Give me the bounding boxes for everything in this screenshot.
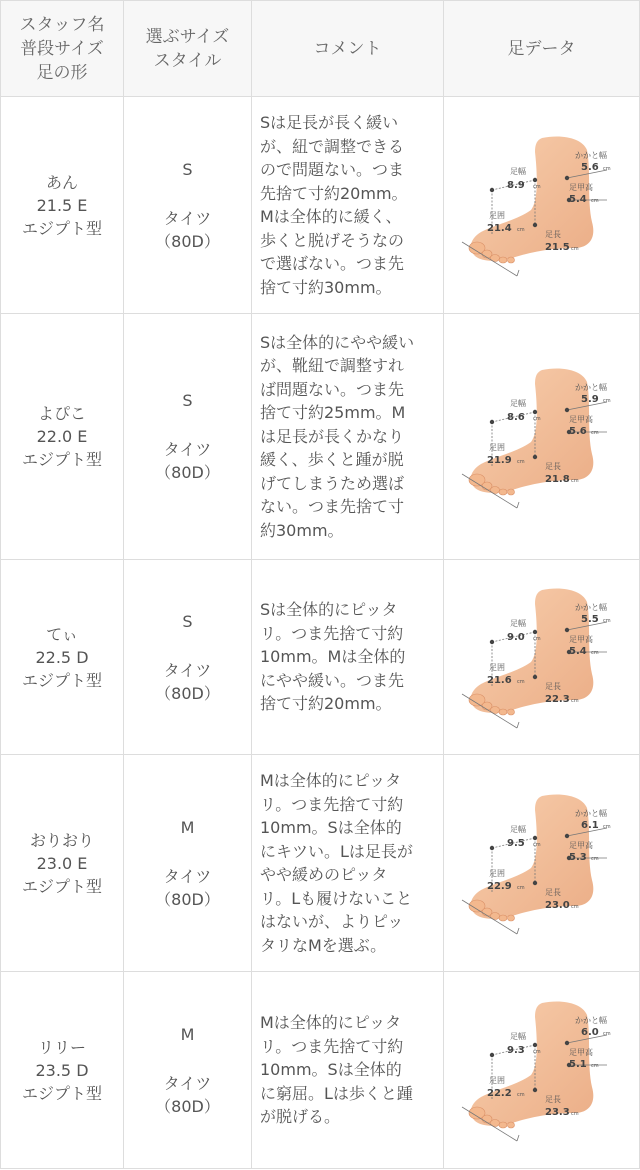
comment-line: リ。つま先捨て寸約 — [260, 623, 404, 643]
comment-line: に窮屈。Lは歩くと踵 — [260, 1083, 413, 1103]
comment-line: リ。つま先捨て寸約 — [260, 794, 404, 814]
svg-text:cm: cm — [570, 904, 579, 910]
foot-girth-value: 21.9 — [486, 454, 512, 466]
comment-line: リ。つま先捨て寸約 — [260, 1036, 404, 1056]
style-name: タイツ — [163, 208, 212, 228]
foot-shape: エジプト型 — [21, 218, 102, 238]
table-row — [1, 97, 640, 314]
comment-cell — [252, 97, 444, 314]
foot-girth-label: 足囲 — [488, 869, 505, 878]
staff-cell — [1, 97, 124, 314]
instep-height-value: 5.6 — [568, 425, 587, 437]
foot-length-value: 21.5 — [544, 242, 570, 253]
staff-name: あん — [45, 172, 78, 192]
svg-text:cm: cm — [590, 429, 599, 436]
foot-data-cell — [444, 755, 640, 972]
denier: （80D） — [155, 889, 220, 909]
table-row — [1, 972, 640, 1169]
style-name: タイツ — [163, 866, 212, 886]
heel-width-label: かかと幅 — [574, 603, 607, 612]
chosen-size: S — [182, 159, 193, 179]
foot-width-label: 足幅 — [509, 825, 526, 834]
foot-width-value: 8.9 — [506, 180, 525, 191]
foot-diagram — [457, 995, 627, 1145]
table-row — [1, 755, 640, 972]
usual-size: 21.5 E — [36, 195, 88, 215]
staff-name: リリー — [37, 1037, 86, 1057]
comment-line: は足長が長くかなり — [260, 426, 405, 446]
comment-line: で選ばない。つま先 — [260, 254, 405, 273]
comment-line: げてしまうため選ば — [260, 473, 405, 493]
heel-width-value: 6.0 — [580, 1027, 599, 1038]
svg-text:cm: cm — [516, 458, 525, 465]
heel-width-label: かかと幅 — [574, 1016, 607, 1025]
heel-width-value: 5.9 — [580, 393, 599, 405]
comment-line: Mは全体的に緩く、 — [260, 207, 402, 226]
comment-line: Sは全体的にピッタ — [260, 600, 398, 620]
size-cell — [124, 755, 252, 972]
foot-girth-label: 足囲 — [488, 663, 505, 672]
svg-text:cm: cm — [570, 477, 579, 484]
style-name: タイツ — [163, 1073, 212, 1093]
foot-length-label: 足長 — [544, 1095, 561, 1104]
header-comment: コメント — [252, 1, 444, 97]
chosen-size: S — [182, 611, 193, 631]
instep-height-label: 足甲高 — [568, 414, 593, 424]
svg-text:cm: cm — [602, 618, 611, 624]
size-cell — [124, 97, 252, 314]
instep-height-label: 足甲高 — [568, 841, 593, 850]
foot-diagram — [457, 362, 627, 512]
comment-cell — [252, 560, 444, 755]
svg-text:cm: cm — [532, 415, 541, 422]
foot-data-cell — [444, 560, 640, 755]
foot-width-value: 9.5 — [506, 838, 525, 849]
heel-width-value: 5.5 — [580, 614, 599, 625]
staff-cell — [1, 560, 124, 755]
comment-line: 捨て寸約30mm。 — [260, 277, 392, 297]
svg-text:cm: cm — [516, 1092, 525, 1098]
foot-girth-value: 22.9 — [486, 881, 512, 892]
foot-width-label: 足幅 — [509, 167, 526, 176]
size-cell — [124, 560, 252, 755]
svg-text:cm: cm — [532, 842, 541, 848]
foot-shape: エジプト型 — [21, 450, 102, 469]
svg-text:cm: cm — [602, 824, 611, 830]
svg-text:cm: cm — [532, 636, 541, 642]
heel-width-label: かかと幅 — [574, 382, 607, 392]
header-foot: 足データ — [444, 1, 640, 97]
denier: （80D） — [155, 683, 220, 703]
foot-girth-value: 21.4 — [486, 223, 512, 234]
comment-line: ば問題ない。つま先 — [260, 379, 405, 399]
comment-line: が、靴紐で調整すれ — [260, 356, 405, 376]
foot-width-value: 9.0 — [506, 632, 525, 643]
svg-text:cm: cm — [570, 698, 579, 704]
comment-cell — [252, 755, 444, 972]
comment-line: リ。Lも履けないこと — [260, 888, 413, 908]
foot-length-label: 足長 — [544, 682, 561, 691]
svg-text:cm: cm — [516, 679, 525, 685]
foot-girth-label: 足囲 — [488, 211, 505, 220]
heel-width-value: 6.1 — [580, 820, 599, 831]
instep-height-label: 足甲高 — [568, 183, 593, 192]
header-size: 選ぶサイズ スタイル — [124, 1, 252, 97]
instep-height-label: 足甲高 — [568, 635, 593, 644]
comment-line: にキツい。Lは足長が — [260, 841, 413, 861]
size-cell — [124, 314, 252, 560]
comment-line: ので問題ない。つま — [260, 160, 405, 179]
header-row — [1, 1, 640, 97]
staff-cell — [1, 755, 124, 972]
staff-cell — [1, 972, 124, 1169]
chosen-size: M — [180, 1024, 195, 1044]
foot-girth-value: 22.2 — [486, 1088, 512, 1099]
size-cell — [124, 972, 252, 1169]
foot-data-cell — [444, 97, 640, 314]
denier: （80D） — [155, 1096, 220, 1116]
comment-cell — [252, 972, 444, 1169]
foot-length-label: 足長 — [544, 888, 561, 897]
foot-data-cell — [444, 972, 640, 1169]
table-row — [1, 314, 640, 560]
instep-height-value: 5.3 — [568, 852, 587, 863]
foot-data-cell — [444, 314, 640, 560]
comment-line: 10mm。Mは全体的 — [260, 647, 406, 667]
svg-text:cm: cm — [516, 227, 525, 233]
chosen-size: S — [182, 391, 193, 410]
foot-girth-label: 足囲 — [488, 1076, 505, 1085]
chosen-size: M — [180, 817, 195, 837]
denier: （80D） — [155, 463, 220, 482]
foot-length-value: 21.8 — [544, 473, 570, 485]
comment-line: 10mm。Sは全体的 — [260, 818, 402, 837]
heel-width-value: 5.6 — [580, 162, 599, 173]
foot-shape: エジプト型 — [21, 670, 102, 690]
foot-width-label: 足幅 — [509, 398, 526, 408]
style-name: タイツ — [163, 660, 212, 680]
svg-text:cm: cm — [532, 184, 541, 190]
svg-text:cm: cm — [570, 246, 579, 252]
svg-text:cm: cm — [570, 1111, 579, 1117]
svg-text:cm: cm — [590, 856, 599, 862]
comment-line: にやや緩い。つま先 — [260, 670, 405, 690]
instep-height-value: 5.1 — [568, 1059, 587, 1070]
staff-cell — [1, 314, 124, 560]
staff-name: よぴこ — [37, 404, 86, 423]
usual-size: 22.0 E — [36, 427, 88, 446]
foot-diagram — [457, 130, 627, 280]
foot-diagram — [457, 582, 627, 732]
style-name: タイツ — [163, 440, 212, 459]
foot-width-label: 足幅 — [509, 1032, 526, 1041]
comment-line: タリなMを選ぶ。 — [260, 935, 387, 955]
svg-text:cm: cm — [590, 198, 599, 204]
comment-line: はないが、よりピッ — [260, 912, 404, 931]
staff-name: てぃ — [46, 624, 78, 644]
comment-line: Sは足長が長く緩い — [260, 113, 399, 132]
foot-length-value: 23.3 — [544, 1107, 570, 1118]
svg-text:cm: cm — [602, 397, 611, 404]
comment-line: 捨て寸約25mm。M — [260, 403, 406, 423]
svg-text:cm: cm — [532, 1049, 541, 1055]
svg-text:cm: cm — [602, 166, 611, 172]
foot-width-label: 足幅 — [509, 619, 526, 628]
comment-line: 10mm。Sは全体的 — [260, 1060, 402, 1080]
instep-height-label: 足甲高 — [568, 1048, 593, 1057]
comment-line: ない。つま先捨て寸 — [260, 497, 405, 517]
foot-length-label: 足長 — [544, 230, 561, 239]
heel-width-label: かかと幅 — [574, 809, 607, 818]
header-staff: スタッフ名 普段サイズ 足の形 — [1, 1, 124, 97]
usual-size: 22.5 D — [35, 647, 89, 667]
comment-line: Sは全体的にやや緩い — [260, 332, 415, 352]
staff-name: おりおり — [29, 830, 94, 850]
foot-length-value: 23.0 — [544, 900, 570, 911]
comment-cell — [252, 314, 444, 560]
instep-height-value: 5.4 — [568, 646, 587, 657]
svg-text:cm: cm — [516, 885, 525, 891]
svg-text:cm: cm — [602, 1031, 611, 1037]
table-row — [1, 560, 640, 755]
heel-width-label: かかと幅 — [574, 151, 607, 160]
foot-width-value: 9.3 — [506, 1045, 525, 1056]
foot-length-label: 足長 — [544, 461, 561, 471]
foot-girth-value: 21.6 — [486, 675, 512, 686]
foot-shape: エジプト型 — [21, 1083, 102, 1103]
comment-line: 緩く、歩くと踵が脱 — [260, 450, 404, 470]
foot-width-value: 8.6 — [506, 411, 525, 423]
comment-line: Mは全体的にピッタ — [260, 1013, 402, 1033]
comment-line: 先捨て寸約20mm。 — [260, 183, 408, 203]
comment-line: が脱げる。 — [260, 1107, 341, 1127]
comment-line: 捨て寸約20mm。 — [260, 694, 392, 714]
comment-line: 歩くと脱げそうなの — [260, 230, 405, 250]
usual-size: 23.0 E — [36, 853, 88, 873]
comment-line: Mは全体的にピッタ — [260, 771, 402, 790]
comment-line: 約30mm。 — [260, 520, 344, 540]
foot-diagram — [457, 788, 627, 938]
denier: （80D） — [155, 231, 220, 251]
foot-shape: エジプト型 — [21, 876, 102, 896]
comment-line: が、紐で調整できる — [260, 136, 405, 156]
foot-length-value: 22.3 — [544, 694, 570, 705]
foot-girth-label: 足囲 — [488, 442, 505, 452]
usual-size: 23.5 D — [35, 1060, 89, 1080]
comment-line: やや緩めのピッタ — [260, 865, 388, 884]
instep-height-value: 5.4 — [568, 194, 587, 205]
svg-text:cm: cm — [590, 1063, 599, 1069]
svg-text:cm: cm — [590, 650, 599, 656]
